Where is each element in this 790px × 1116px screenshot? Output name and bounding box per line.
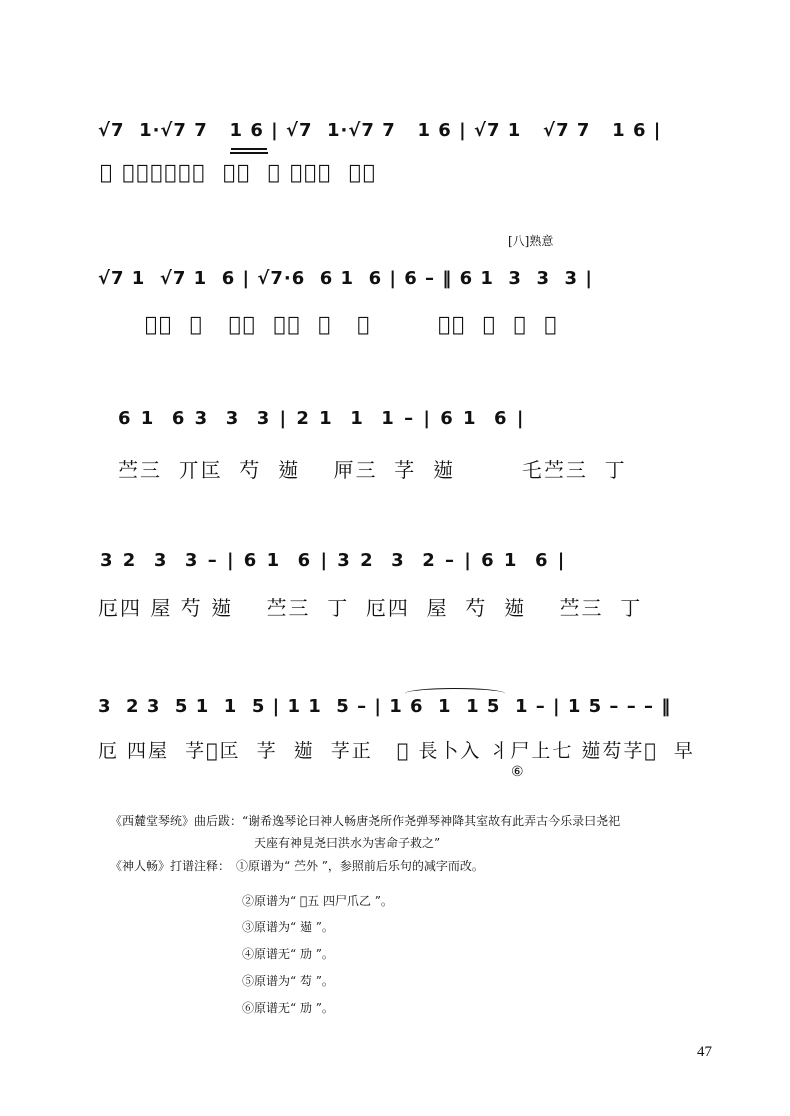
tablature-row-5: 厄 四屋 芓𪩲匞 芓 𨔽 芓正 𪩲 長卜入 丬尸上七 𨔽芶芓𪩲 早 (98, 740, 695, 762)
notation-row-5: 3 2 3 5 1 1 5 | 1 1 5 – | 1 6 1 1 5 1 – | 1 5 – – – ‖ (98, 696, 672, 717)
tablature-row-4: 厄四 屋 芍 𨔽 苎三 丁 厄四 屋 芍 𨔽 苎三 丁 (98, 596, 643, 620)
page-number: 47 (697, 1044, 712, 1060)
note-1: ①原谱为“ 苎外 ”，参照前后乐句的减字而改。 (236, 859, 484, 873)
beam (231, 148, 267, 150)
notation-row-4: 3 2 3 3 – | 6 1 6 | 3 2 3 2 – | 6 1 6 | (100, 550, 567, 571)
circled-number: ⑥ (511, 764, 524, 780)
tablature-row-2: 𪩲芶 丁 𪩲𨔶 𨔽芶 丁 𨔽 苎三 匞 芍 𨔽 (145, 312, 559, 336)
footnote-main-2: 天座有神見尧曰洪水为害命子救之” (254, 836, 441, 850)
notation-row-2: √7 1 √7 1 6 | √7·6 6 1 6 | 6 – ‖ 6 1 3 3 3 | (98, 268, 593, 289)
beam (230, 152, 268, 154)
score-row-3 (0, 390, 790, 490)
section-label: [八]熟意 (508, 234, 554, 248)
score-row-1 (0, 110, 790, 210)
note-2: ②原谱为“ 𪩲五 四尸爪乙 ”。 (242, 894, 393, 908)
score-row-2 (0, 230, 790, 340)
tablature-row-1: 𪩲 弓上半小心𨔽 芶丁 𪩲 弓上半 二作 (100, 160, 377, 184)
tablature-row-3: 苎三 丌匞 芍 𨔽 㕅三 芓 𨔽 乇苎三 丁 (118, 458, 627, 482)
footnote-main: 《西麓堂琴统》曲后跋：“谢希逸琴论曰神人畅唐尧所作尧弹琴神降其室故有此弄古今乐录曰尧祀 (110, 814, 621, 828)
note-6: ⑥原谱无“ 劢 ”。 (242, 1001, 334, 1015)
score-row-4 (0, 530, 790, 630)
note-4: ④原谱无“ 劢 ”。 (242, 947, 334, 961)
notation-row-1: √7 1·√7 7 1 6 | √7 1·√7 7 1 6 | √7 1 √7 7 1 6 | (98, 120, 662, 141)
score-row-5 (0, 672, 790, 782)
note-3: ③原谱为“ 𨔽 ”。 (242, 920, 334, 934)
notation-row-3: 6 1 6 3 3 3 | 2 1 1 1 – | 6 1 6 | (118, 408, 526, 429)
note-5: ⑤原谱为“ 芶 ”。 (242, 974, 334, 988)
notes-title: 《神人畅》打谱注释： (110, 859, 231, 873)
